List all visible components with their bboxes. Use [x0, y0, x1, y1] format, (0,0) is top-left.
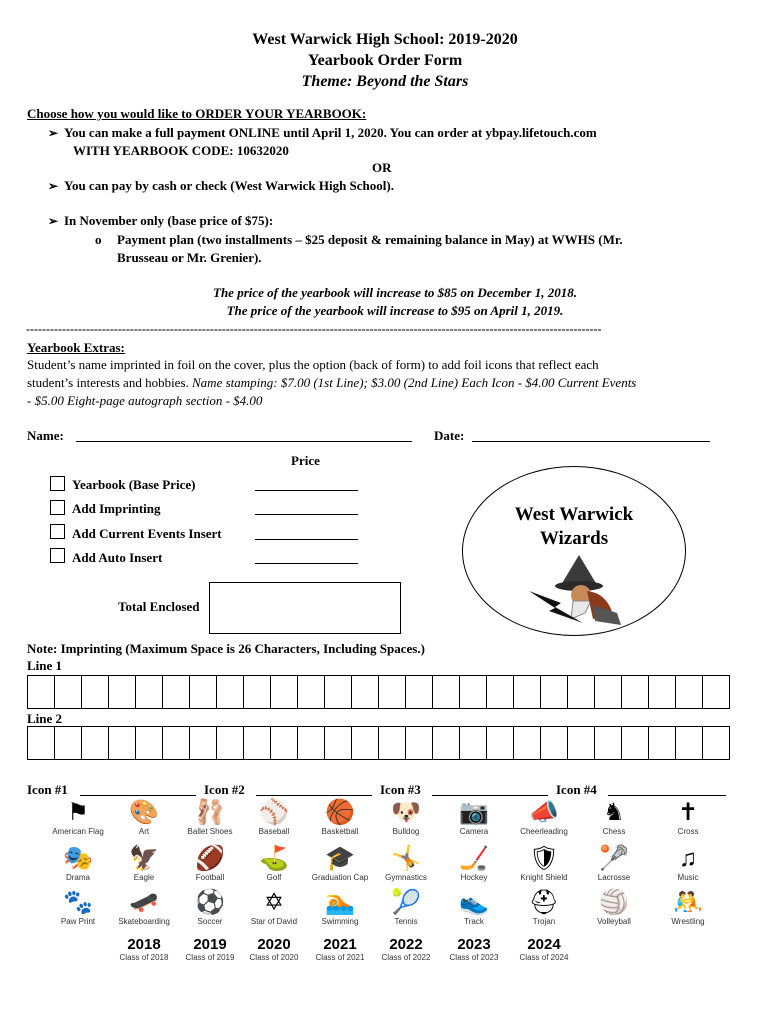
- line-1-label: Line 1: [27, 658, 63, 673]
- eagle-icon: 🦅: [129, 845, 159, 872]
- imprint-char-box[interactable]: [270, 675, 298, 709]
- icon-option-label: Cheerleading: [520, 827, 568, 836]
- imprint-char-box[interactable]: [405, 726, 433, 760]
- icon-option-label: Bulldog: [392, 827, 420, 836]
- icon-option: [510, 889, 578, 926]
- imprint-char-box[interactable]: [675, 726, 703, 760]
- imprint-char-box[interactable]: [135, 726, 163, 760]
- imprint-char-box[interactable]: [594, 675, 622, 709]
- order-bullet-november: [48, 213, 273, 229]
- ballet-shoes-icon: 🩰: [195, 799, 225, 826]
- checkbox-auto-insert[interactable]: [50, 548, 65, 568]
- icon-option-label: Lacrosse: [597, 873, 631, 882]
- imprint-char-box[interactable]: [27, 675, 55, 709]
- icon-option: [654, 845, 722, 882]
- imprint-char-box[interactable]: [378, 726, 406, 760]
- imprint-char-box[interactable]: [675, 675, 703, 709]
- imprint-char-box[interactable]: [54, 726, 82, 760]
- icon-option-label: Knight Shield: [520, 873, 568, 882]
- price-field-current-events[interactable]: [255, 539, 358, 540]
- lacrosse-icon: 🥍: [599, 845, 629, 872]
- graduation-cap-icon: 🎓: [325, 845, 355, 872]
- cross-icon: ✝: [677, 799, 699, 826]
- class-year-number: 2021: [323, 936, 357, 953]
- class-year-label: Class of 2021: [315, 953, 365, 962]
- icon-option-label: Trojan: [532, 917, 556, 926]
- icon-option: [654, 799, 722, 836]
- swimming-icon: 🏊: [325, 889, 355, 916]
- imprint-char-box[interactable]: [486, 726, 514, 760]
- icon-option: [372, 845, 440, 882]
- icon-option-label: Cross: [677, 827, 699, 836]
- imprint-char-box[interactable]: [216, 675, 244, 709]
- icon-option-label: Swimming: [321, 917, 359, 926]
- checkbox-current-events[interactable]: [50, 524, 65, 544]
- class-year-number: 2019: [193, 936, 227, 953]
- logo-line-2: Wizards: [539, 528, 609, 549]
- hockey-icon: 🏒: [459, 845, 489, 872]
- imprint-char-box[interactable]: [432, 675, 460, 709]
- imprint-char-box[interactable]: [702, 726, 730, 760]
- football-icon: 🏈: [195, 845, 225, 872]
- imprint-char-box[interactable]: [189, 726, 217, 760]
- name-label: Name:: [27, 428, 64, 443]
- icon-option: [44, 889, 112, 926]
- icon-option: [306, 845, 374, 882]
- baseball-icon: ⚾: [259, 799, 289, 826]
- icon-option-label: Eagle: [133, 873, 155, 882]
- track-icon: 👟: [459, 889, 489, 916]
- arrow-bullet-icon: ➢: [48, 214, 59, 228]
- class-year-label: Class of 2024: [519, 953, 569, 962]
- icon-3-label: Icon #3: [380, 782, 421, 797]
- imprint-char-box[interactable]: [540, 675, 568, 709]
- icon-option-label: American Flag: [52, 827, 104, 836]
- icon-option: [306, 799, 374, 836]
- class-year-number: 2022: [389, 936, 423, 953]
- imprint-char-box[interactable]: [162, 726, 190, 760]
- icon-4-label: Icon #4: [556, 782, 597, 797]
- star-of-david-icon: ✡: [263, 889, 285, 916]
- icon-option: [510, 799, 578, 836]
- class-year-number: 2020: [257, 936, 291, 953]
- icon-option: [580, 799, 648, 836]
- class-year-option: [440, 936, 508, 962]
- soccer-icon: ⚽: [195, 889, 225, 916]
- icon-option: [440, 799, 508, 836]
- icon-option: [440, 845, 508, 882]
- chess-icon: ♞: [603, 799, 625, 826]
- payment-plan: [95, 232, 623, 248]
- imprint-char-box[interactable]: [81, 675, 109, 709]
- price-field-imprinting[interactable]: [255, 514, 358, 515]
- icon-2-label: Icon #2: [204, 782, 245, 797]
- imprint-char-box[interactable]: [513, 726, 541, 760]
- imprint-char-box[interactable]: [567, 675, 595, 709]
- music-icon: ♫: [679, 845, 697, 872]
- wizard-icon: [521, 553, 631, 633]
- wrestling-icon: 🤼: [673, 889, 703, 916]
- icon-1-label: Icon #1: [27, 782, 68, 797]
- icon-option-label: Basketball: [321, 827, 359, 836]
- class-year-option: [176, 936, 244, 962]
- icon-4-field[interactable]: [608, 795, 726, 796]
- imprint-char-box[interactable]: [459, 726, 487, 760]
- icon-option: [440, 889, 508, 926]
- imprint-char-box[interactable]: [108, 726, 136, 760]
- icon-option-label: Wrestling: [671, 917, 705, 926]
- imprint-char-box[interactable]: [378, 675, 406, 709]
- icon-option: [580, 889, 648, 926]
- imprint-char-box[interactable]: [108, 675, 136, 709]
- wizards-logo: [462, 466, 686, 636]
- name-field[interactable]: [76, 441, 412, 442]
- theme-title: Theme: Beyond the Stars: [301, 73, 469, 90]
- imprint-char-box[interactable]: [54, 675, 82, 709]
- extras-pricing: Name stamping: $7.00 (1st Line); $3.00 (2nd Line) Each Icon - $4.00 Current Events: [192, 375, 637, 390]
- bullet-cash-text: You can pay by cash or check (West Warwick High School).: [64, 178, 394, 193]
- imprint-char-box[interactable]: [540, 726, 568, 760]
- golf-icon: ⛳: [259, 845, 289, 872]
- icon-option: [372, 799, 440, 836]
- trojan-icon: ⛑: [528, 889, 560, 916]
- icon-option: [176, 889, 244, 926]
- extras-text-2a: student’s interests and hobbies.: [27, 375, 193, 390]
- order-bullet-online: [48, 125, 597, 141]
- drama-icon: 🎭: [63, 845, 93, 872]
- payment-plan-cont: Brusseau or Mr. Grenier).: [117, 250, 262, 265]
- gymnastics-icon: 🤸: [391, 845, 421, 872]
- bullet-online-text: You can make a full payment ONLINE until April 1, 2020. You can order at ybpay.lifetouch.com: [64, 125, 597, 140]
- class-year-option: [306, 936, 374, 962]
- icon-option: [372, 889, 440, 926]
- icon-option-label: Paw Print: [60, 917, 96, 926]
- imprint-char-box[interactable]: [324, 675, 352, 709]
- price-increase-2: The price of the yearbook will increase to $95 on April 1, 2019.: [226, 303, 564, 318]
- imprint-char-box[interactable]: [513, 675, 541, 709]
- yearbook-code: WITH YEARBOOK CODE: 10632020: [73, 143, 289, 158]
- imprint-char-box[interactable]: [648, 675, 676, 709]
- line-2-grid[interactable]: [28, 726, 730, 760]
- imprint-char-box[interactable]: [297, 726, 325, 760]
- checkbox-imprinting[interactable]: [50, 500, 65, 520]
- icon-option-label: Football: [195, 873, 225, 882]
- arrow-bullet-icon: ➢: [48, 126, 59, 140]
- class-year-label: Class of 2019: [185, 953, 235, 962]
- icon-option-label: Skateboarding: [118, 917, 170, 926]
- class-year-label: Class of 2018: [119, 953, 169, 962]
- form-title: Yearbook Order Form: [307, 52, 463, 69]
- extras-heading: Yearbook Extras:: [27, 340, 125, 355]
- bulldog-icon: 🐶: [391, 799, 421, 826]
- icon-option-label: Music: [677, 873, 699, 882]
- american-flag-icon: ⚑: [67, 799, 89, 826]
- school-title: West Warwick High School: 2019-2020: [252, 31, 518, 48]
- imprint-char-box[interactable]: [432, 726, 460, 760]
- paw-print-icon: 🐾: [63, 889, 93, 916]
- item-yearbook: Yearbook (Base Price): [72, 477, 196, 492]
- icon-option: [110, 799, 178, 836]
- icon-option-label: Drama: [65, 873, 90, 882]
- class-year-number: 2018: [127, 936, 161, 953]
- icon-option-label: Golf: [266, 873, 282, 882]
- divider: ------------------------------------------------------------------------------------------------------------------------------------------------: [26, 322, 602, 332]
- icon-option: [306, 889, 374, 926]
- class-year-number: 2024: [527, 936, 561, 953]
- class-year-option: [372, 936, 440, 962]
- circle-bullet-icon: o: [95, 232, 102, 247]
- imprint-char-box[interactable]: [486, 675, 514, 709]
- bullet-november-text: In November only (base price of $75):: [64, 213, 274, 228]
- price-header: Price: [291, 453, 320, 468]
- volleyball-icon: 🏐: [599, 889, 629, 916]
- icon-option-label: Camera: [459, 827, 489, 836]
- imprint-char-box[interactable]: [405, 675, 433, 709]
- arrow-bullet-icon: ➢: [48, 179, 59, 193]
- icon-2-field[interactable]: [256, 795, 372, 796]
- knight-shield-icon: 🛡: [528, 845, 560, 872]
- icon-option: [110, 845, 178, 882]
- order-bullet-cash: [48, 178, 394, 194]
- line-1-grid[interactable]: [28, 675, 730, 709]
- or-text: OR: [372, 160, 392, 175]
- icon-option: [240, 845, 308, 882]
- icon-option: [44, 799, 112, 836]
- camera-icon: 📷: [459, 799, 489, 826]
- icon-option: [240, 799, 308, 836]
- icon-option: [654, 889, 722, 926]
- class-year-label: Class of 2020: [249, 953, 299, 962]
- imprint-char-box[interactable]: [621, 675, 649, 709]
- imprint-char-box[interactable]: [216, 726, 244, 760]
- imprint-char-box[interactable]: [459, 675, 487, 709]
- line-2-label: Line 2: [27, 711, 63, 726]
- icon-option: [110, 889, 178, 926]
- icon-option-label: Volleyball: [597, 917, 631, 926]
- imprint-char-box[interactable]: [567, 726, 595, 760]
- imprint-char-box[interactable]: [351, 675, 379, 709]
- logo-line-1: West Warwick: [514, 504, 634, 525]
- icon-option-label: Tennis: [394, 917, 418, 926]
- class-year-option: [510, 936, 578, 962]
- icon-option-label: Ballet Shoes: [187, 827, 233, 836]
- icon-option: [510, 845, 578, 882]
- extras-text-2: [27, 375, 636, 391]
- extras-text-3: - $5.00 Eight-page autograph section - $4.00: [27, 393, 263, 408]
- icon-option: [580, 845, 648, 882]
- icon-option-label: Gymnastics: [385, 873, 427, 882]
- total-label: Total Enclosed: [118, 599, 200, 614]
- imprint-char-box[interactable]: [243, 675, 271, 709]
- icon-option: [176, 845, 244, 882]
- icon-option-label: Soccer: [197, 917, 223, 926]
- imprinting-note: Note: Imprinting (Maximum Space is 26 Characters, Including Spaces.): [27, 641, 425, 656]
- imprint-char-box[interactable]: [135, 675, 163, 709]
- icon-option-label: Graduation Cap: [311, 873, 369, 882]
- imprint-char-box[interactable]: [351, 726, 379, 760]
- icon-option: [240, 889, 308, 926]
- imprint-char-box[interactable]: [243, 726, 271, 760]
- imprint-char-box[interactable]: [81, 726, 109, 760]
- item-imprinting: Add Imprinting: [72, 501, 161, 516]
- checkbox-yearbook[interactable]: [50, 476, 65, 496]
- icon-option-label: Star of David: [250, 917, 298, 926]
- imprint-char-box[interactable]: [702, 675, 730, 709]
- imprint-char-box[interactable]: [324, 726, 352, 760]
- imprint-char-box[interactable]: [621, 726, 649, 760]
- extras-text-1: Student’s name imprinted in foil on the cover, plus the option (back of form) to add foil icons that reflect each: [27, 357, 599, 372]
- icon-option: [44, 845, 112, 882]
- icon-3-field[interactable]: [432, 795, 548, 796]
- basketball-icon: 🏀: [325, 799, 355, 826]
- icon-option: [176, 799, 244, 836]
- price-field-auto-insert[interactable]: [255, 563, 358, 564]
- imprint-char-box[interactable]: [189, 675, 217, 709]
- skateboarding-icon: 🛹: [129, 889, 159, 916]
- icon-option-label: Baseball: [258, 827, 290, 836]
- tennis-icon: 🎾: [391, 889, 421, 916]
- imprint-char-box[interactable]: [270, 726, 298, 760]
- imprint-char-box[interactable]: [594, 726, 622, 760]
- item-auto-insert: Add Auto Insert: [72, 550, 163, 565]
- imprint-char-box[interactable]: [648, 726, 676, 760]
- imprint-char-box[interactable]: [27, 726, 55, 760]
- item-current-events: Add Current Events Insert: [72, 526, 222, 541]
- price-field-yearbook[interactable]: [255, 490, 358, 491]
- order-heading: Choose how you would like to ORDER YOUR YEARBOOK:: [27, 106, 367, 121]
- date-field[interactable]: [472, 441, 710, 442]
- icon-option-label: Chess: [602, 827, 626, 836]
- total-field[interactable]: [209, 582, 401, 634]
- price-increase-1: The price of the yearbook will increase to $85 on December 1, 2018.: [213, 285, 577, 300]
- art-icon: 🎨: [129, 799, 159, 826]
- icon-option-label: Track: [464, 917, 484, 926]
- class-year-option: [240, 936, 308, 962]
- cheerleading-icon: 📣: [529, 799, 559, 826]
- class-year-option: [110, 936, 178, 962]
- class-year-label: Class of 2023: [449, 953, 499, 962]
- class-year-number: 2023: [457, 936, 491, 953]
- class-year-label: Class of 2022: [381, 953, 431, 962]
- icon-option-label: Hockey: [460, 873, 488, 882]
- imprint-char-box[interactable]: [162, 675, 190, 709]
- icon-1-field[interactable]: [80, 795, 196, 796]
- date-label: Date:: [434, 428, 465, 443]
- imprint-char-box[interactable]: [297, 675, 325, 709]
- payment-plan-text: Payment plan (two installments – $25 deposit & remaining balance in May) at WWHS (Mr.: [117, 232, 623, 247]
- icon-option-label: Art: [138, 827, 150, 836]
- logo-text: [463, 503, 685, 551]
